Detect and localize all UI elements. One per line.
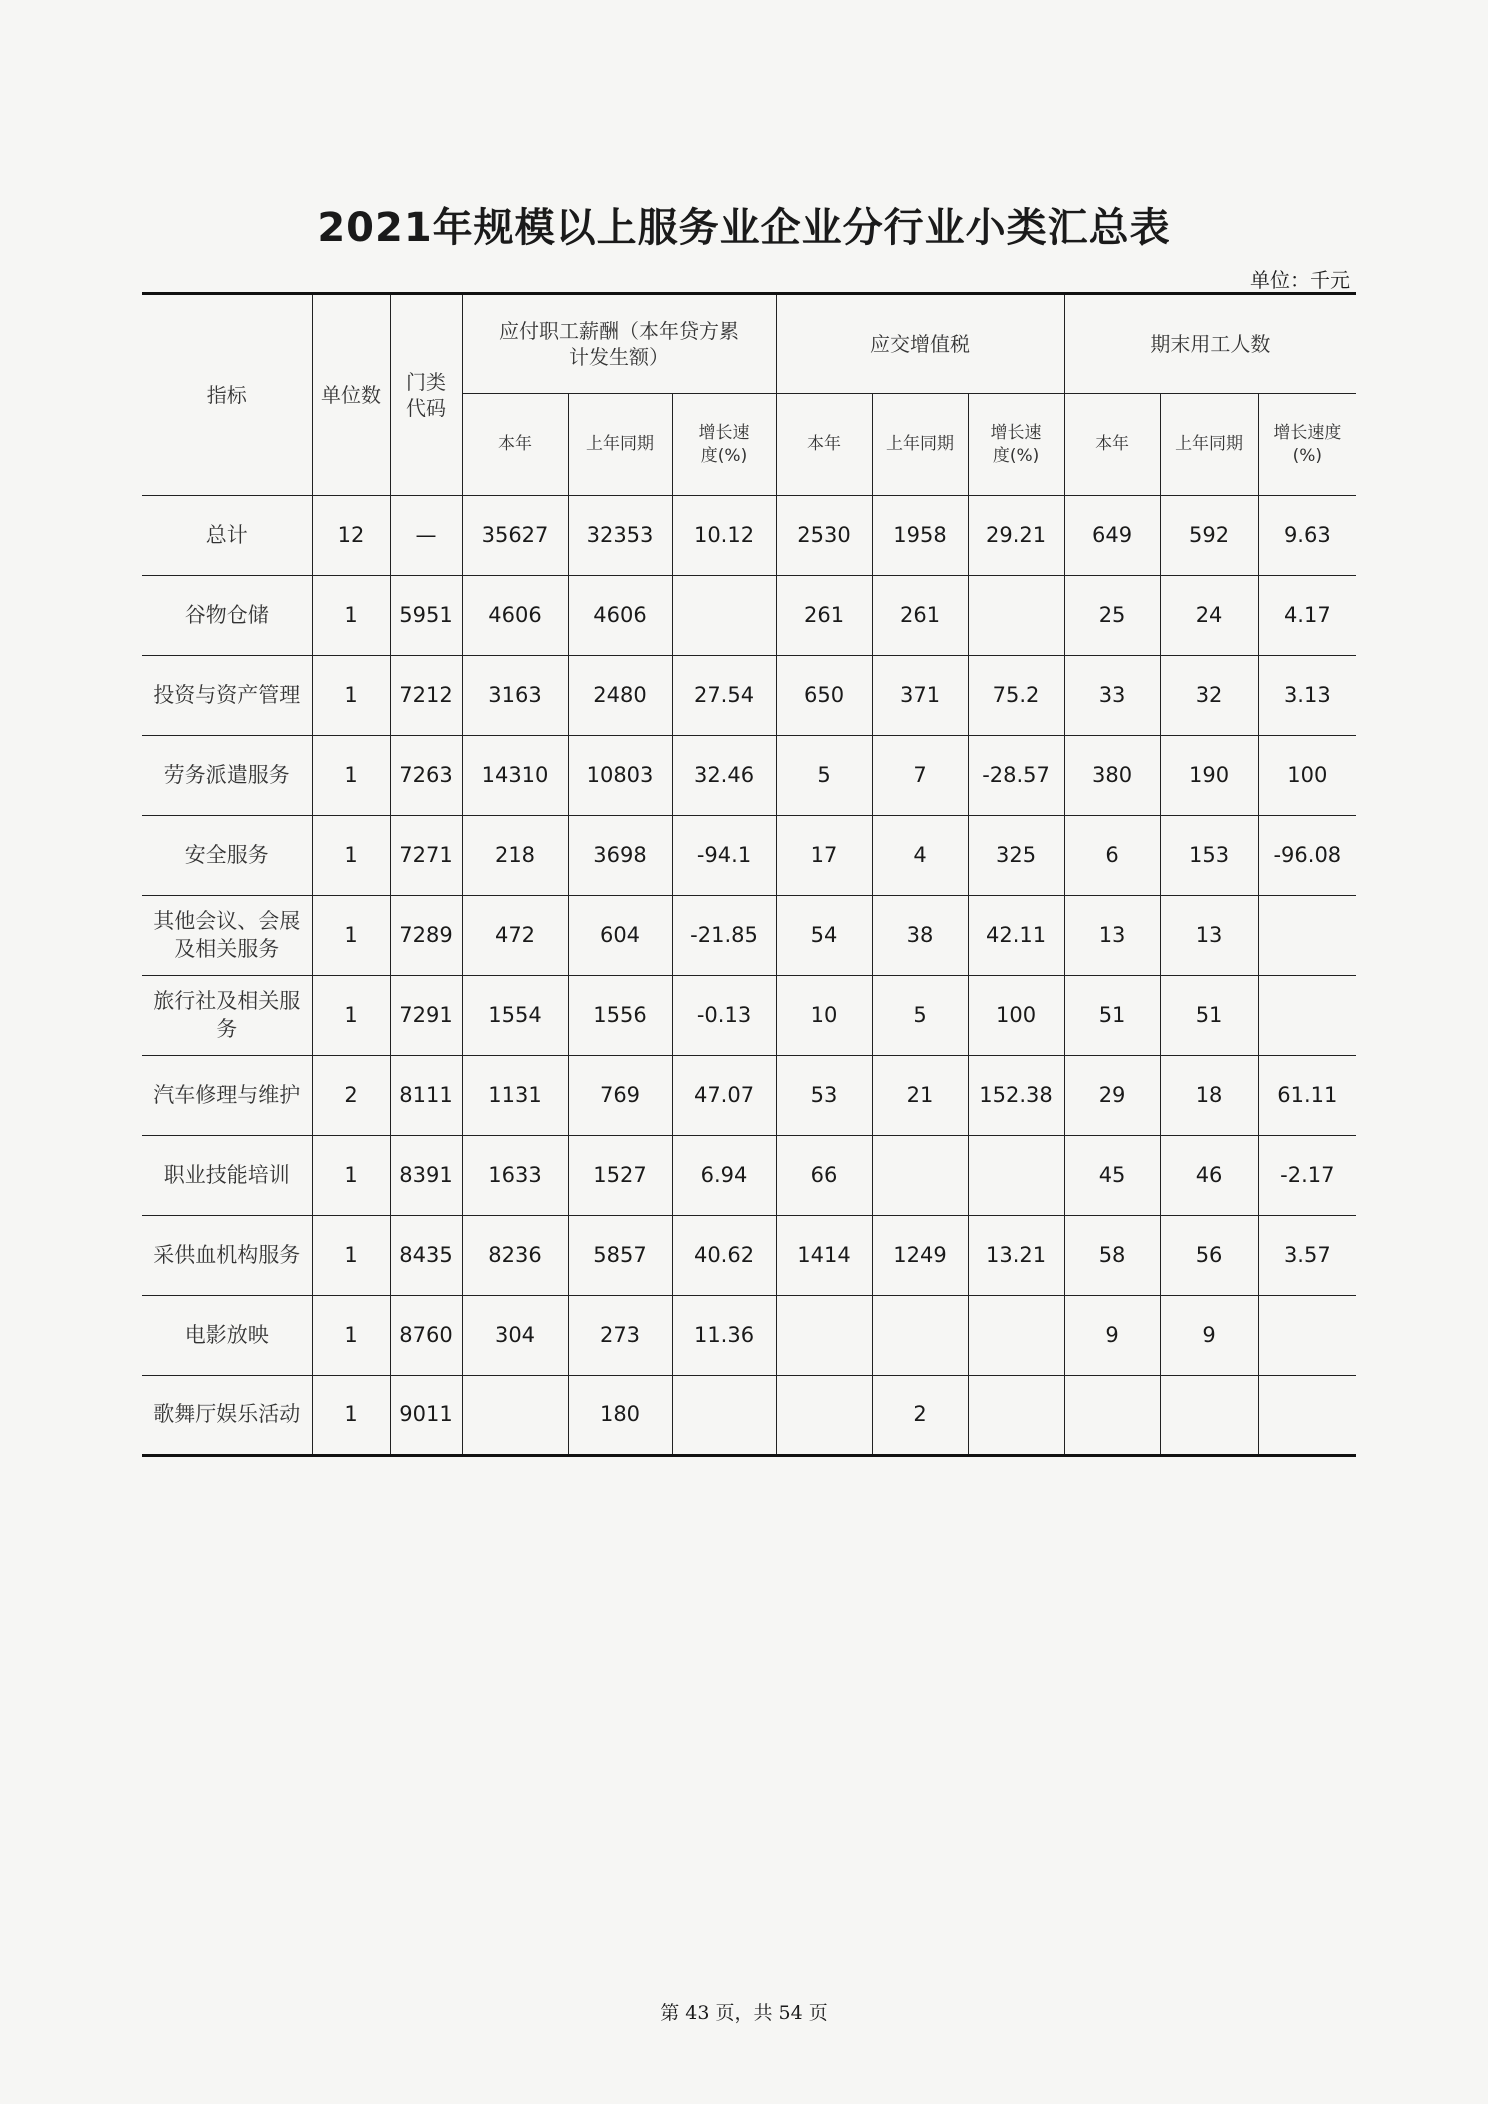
cell-unit-count: 1 [312, 576, 390, 656]
cell-vat-this-year: 1414 [776, 1216, 872, 1296]
cell-vat-growth: 75.2 [968, 656, 1064, 736]
cell-wages-this-year: 1554 [462, 976, 568, 1056]
cell-indicator: 其他会议、会展及相关服务 [142, 896, 312, 976]
cell-unit-count: 12 [312, 496, 390, 576]
cell-wages-this-year: 14310 [462, 736, 568, 816]
cell-employees-this-year: 13 [1064, 896, 1160, 976]
cell-wages-growth: 47.07 [672, 1056, 776, 1136]
cell-unit-count: 1 [312, 1296, 390, 1376]
table-row [142, 816, 1356, 896]
cell-vat-this-year: 2530 [776, 496, 872, 576]
cell-wages-last-year: 1527 [568, 1136, 672, 1216]
header-last-year: 上年同期 [872, 394, 968, 496]
table-row [142, 1056, 1356, 1136]
cell-unit-count: 1 [312, 816, 390, 896]
cell-indicator: 投资与资产管理 [142, 656, 312, 736]
cell-vat-growth [968, 1296, 1064, 1376]
table-row [142, 576, 1356, 656]
cell-indicator: 歌舞厅娱乐活动 [142, 1376, 312, 1456]
cell-vat-last-year [872, 1296, 968, 1376]
cell-wages-this-year: 218 [462, 816, 568, 896]
cell-vat-this-year: 66 [776, 1136, 872, 1216]
cell-wages-growth: 6.94 [672, 1136, 776, 1216]
cell-wages-last-year: 273 [568, 1296, 672, 1376]
cell-wages-last-year: 5857 [568, 1216, 672, 1296]
cell-indicator: 谷物仓储 [142, 576, 312, 656]
cell-employees-last-year: 153 [1160, 816, 1258, 896]
header-last-year: 上年同期 [568, 394, 672, 496]
cell-employees-this-year: 58 [1064, 1216, 1160, 1296]
table-row [142, 896, 1356, 976]
cell-wages-growth: 10.12 [672, 496, 776, 576]
cell-wages-this-year: 35627 [462, 496, 568, 576]
cell-indicator: 安全服务 [142, 816, 312, 896]
cell-code: 7212 [390, 656, 462, 736]
cell-wages-growth [672, 1376, 776, 1456]
table-body [142, 496, 1356, 1456]
cell-wages-growth: 32.46 [672, 736, 776, 816]
unit-label: 单位：千元 [1250, 268, 1350, 292]
table-row [142, 1136, 1356, 1216]
cell-wages-last-year: 180 [568, 1376, 672, 1456]
cell-vat-growth: 29.21 [968, 496, 1064, 576]
cell-unit-count: 1 [312, 1136, 390, 1216]
cell-code: 7289 [390, 896, 462, 976]
cell-wages-growth: 11.36 [672, 1296, 776, 1376]
cell-employees-last-year: 13 [1160, 896, 1258, 976]
cell-employees-this-year [1064, 1376, 1160, 1456]
summary-table [142, 292, 1356, 1457]
cell-employees-last-year: 51 [1160, 976, 1258, 1056]
cell-wages-last-year: 769 [568, 1056, 672, 1136]
cell-employees-growth [1258, 1296, 1356, 1376]
cell-wages-last-year: 3698 [568, 816, 672, 896]
cell-wages-growth: -21.85 [672, 896, 776, 976]
header-this-year: 本年 [462, 394, 568, 496]
cell-wages-growth: -0.13 [672, 976, 776, 1056]
cell-employees-last-year: 24 [1160, 576, 1258, 656]
page-title: 2021年规模以上服务业企业分行业小类汇总表 [317, 205, 1171, 251]
cell-employees-growth: 3.57 [1258, 1216, 1356, 1296]
table-row [142, 736, 1356, 816]
cell-vat-last-year: 261 [872, 576, 968, 656]
cell-employees-this-year: 29 [1064, 1056, 1160, 1136]
cell-wages-last-year: 32353 [568, 496, 672, 576]
cell-wages-last-year: 2480 [568, 656, 672, 736]
cell-vat-growth: 325 [968, 816, 1064, 896]
cell-employees-this-year: 51 [1064, 976, 1160, 1056]
cell-wages-this-year: 4606 [462, 576, 568, 656]
cell-vat-this-year: 53 [776, 1056, 872, 1136]
cell-employees-this-year: 9 [1064, 1296, 1160, 1376]
cell-vat-growth [968, 1136, 1064, 1216]
table-row [142, 1216, 1356, 1296]
cell-employees-last-year: 190 [1160, 736, 1258, 816]
cell-employees-growth: 9.63 [1258, 496, 1356, 576]
table-row [142, 1296, 1356, 1376]
header-last-year: 上年同期 [1160, 394, 1258, 496]
table-row [142, 976, 1356, 1056]
cell-wages-this-year: 1633 [462, 1136, 568, 1216]
cell-employees-this-year: 649 [1064, 496, 1160, 576]
table-row [142, 656, 1356, 736]
cell-employees-last-year: 592 [1160, 496, 1258, 576]
cell-code: 7263 [390, 736, 462, 816]
cell-vat-last-year: 38 [872, 896, 968, 976]
cell-code: 8760 [390, 1296, 462, 1376]
cell-employees-growth: -96.08 [1258, 816, 1356, 896]
cell-employees-this-year: 6 [1064, 816, 1160, 896]
header-this-year: 本年 [1064, 394, 1160, 496]
cell-indicator: 职业技能培训 [142, 1136, 312, 1216]
header-group-employees: 期末用工人数 [1064, 294, 1356, 394]
header-this-year: 本年 [776, 394, 872, 496]
cell-wages-last-year: 4606 [568, 576, 672, 656]
cell-wages-growth: 27.54 [672, 656, 776, 736]
cell-code: 7271 [390, 816, 462, 896]
cell-wages-this-year: 8236 [462, 1216, 568, 1296]
cell-wages-growth: 40.62 [672, 1216, 776, 1296]
cell-vat-this-year: 5 [776, 736, 872, 816]
cell-employees-growth: 4.17 [1258, 576, 1356, 656]
cell-employees-growth [1258, 896, 1356, 976]
cell-vat-last-year: 1958 [872, 496, 968, 576]
cell-vat-growth [968, 1376, 1064, 1456]
cell-vat-growth: -28.57 [968, 736, 1064, 816]
cell-indicator: 电影放映 [142, 1296, 312, 1376]
cell-wages-this-year: 472 [462, 896, 568, 976]
cell-vat-last-year: 1249 [872, 1216, 968, 1296]
cell-code: 5951 [390, 576, 462, 656]
header-group-vat: 应交增值税 [776, 294, 1064, 394]
cell-vat-growth: 152.38 [968, 1056, 1064, 1136]
cell-wages-last-year: 10803 [568, 736, 672, 816]
cell-employees-last-year: 9 [1160, 1296, 1258, 1376]
table-row [142, 496, 1356, 576]
cell-code: 7291 [390, 976, 462, 1056]
cell-vat-this-year: 261 [776, 576, 872, 656]
cell-employees-growth [1258, 976, 1356, 1056]
header-code: 门类代码 [390, 294, 462, 496]
cell-wages-this-year: 3163 [462, 656, 568, 736]
cell-vat-growth [968, 576, 1064, 656]
cell-unit-count: 1 [312, 1376, 390, 1456]
cell-employees-last-year: 18 [1160, 1056, 1258, 1136]
cell-indicator: 总计 [142, 496, 312, 576]
cell-vat-growth: 100 [968, 976, 1064, 1056]
cell-employees-this-year: 25 [1064, 576, 1160, 656]
cell-employees-growth [1258, 1376, 1356, 1456]
cell-employees-growth: 61.11 [1258, 1056, 1356, 1136]
cell-code: 9011 [390, 1376, 462, 1456]
cell-employees-this-year: 33 [1064, 656, 1160, 736]
cell-wages-growth: -94.1 [672, 816, 776, 896]
cell-wages-growth [672, 576, 776, 656]
cell-indicator: 劳务派遣服务 [142, 736, 312, 816]
cell-indicator: 采供血机构服务 [142, 1216, 312, 1296]
page-footer: 第 43 页，共 54 页 [660, 2002, 828, 2024]
cell-employees-last-year: 56 [1160, 1216, 1258, 1296]
header-growth: 增长速度(%) [968, 394, 1064, 496]
cell-vat-last-year: 371 [872, 656, 968, 736]
cell-indicator: 旅行社及相关服务 [142, 976, 312, 1056]
cell-wages-this-year: 1131 [462, 1056, 568, 1136]
cell-wages-last-year: 1556 [568, 976, 672, 1056]
cell-wages-this-year: 304 [462, 1296, 568, 1376]
cell-vat-last-year: 5 [872, 976, 968, 1056]
cell-unit-count: 1 [312, 896, 390, 976]
cell-employees-growth: -2.17 [1258, 1136, 1356, 1216]
cell-employees-this-year: 380 [1064, 736, 1160, 816]
cell-vat-this-year: 17 [776, 816, 872, 896]
cell-vat-last-year: 2 [872, 1376, 968, 1456]
header-growth: 增长速度(%) [1258, 394, 1356, 496]
cell-vat-this-year: 10 [776, 976, 872, 1056]
header-indicator: 指标 [142, 294, 312, 496]
cell-vat-last-year: 21 [872, 1056, 968, 1136]
cell-unit-count: 2 [312, 1056, 390, 1136]
cell-employees-growth: 100 [1258, 736, 1356, 816]
cell-vat-last-year: 4 [872, 816, 968, 896]
cell-employees-this-year: 45 [1064, 1136, 1160, 1216]
cell-code: — [390, 496, 462, 576]
cell-vat-growth: 42.11 [968, 896, 1064, 976]
cell-vat-growth: 13.21 [968, 1216, 1064, 1296]
header-units: 单位数 [312, 294, 390, 496]
cell-vat-this-year [776, 1296, 872, 1376]
table-row [142, 1376, 1356, 1456]
cell-vat-this-year [776, 1376, 872, 1456]
cell-employees-growth: 3.13 [1258, 656, 1356, 736]
cell-code: 8111 [390, 1056, 462, 1136]
cell-vat-this-year: 54 [776, 896, 872, 976]
header-growth: 增长速度(%) [672, 394, 776, 496]
cell-unit-count: 1 [312, 736, 390, 816]
cell-indicator: 汽车修理与维护 [142, 1056, 312, 1136]
cell-wages-this-year [462, 1376, 568, 1456]
header-row-1 [142, 294, 1356, 394]
header-group-wages: 应付职工薪酬（本年贷方累计发生额） [462, 294, 776, 394]
cell-unit-count: 1 [312, 1216, 390, 1296]
cell-vat-last-year [872, 1136, 968, 1216]
cell-employees-last-year: 46 [1160, 1136, 1258, 1216]
cell-code: 8391 [390, 1136, 462, 1216]
cell-unit-count: 1 [312, 976, 390, 1056]
cell-wages-last-year: 604 [568, 896, 672, 976]
cell-vat-last-year: 7 [872, 736, 968, 816]
cell-employees-last-year: 32 [1160, 656, 1258, 736]
cell-vat-this-year: 650 [776, 656, 872, 736]
cell-code: 8435 [390, 1216, 462, 1296]
cell-unit-count: 1 [312, 656, 390, 736]
cell-employees-last-year [1160, 1376, 1258, 1456]
